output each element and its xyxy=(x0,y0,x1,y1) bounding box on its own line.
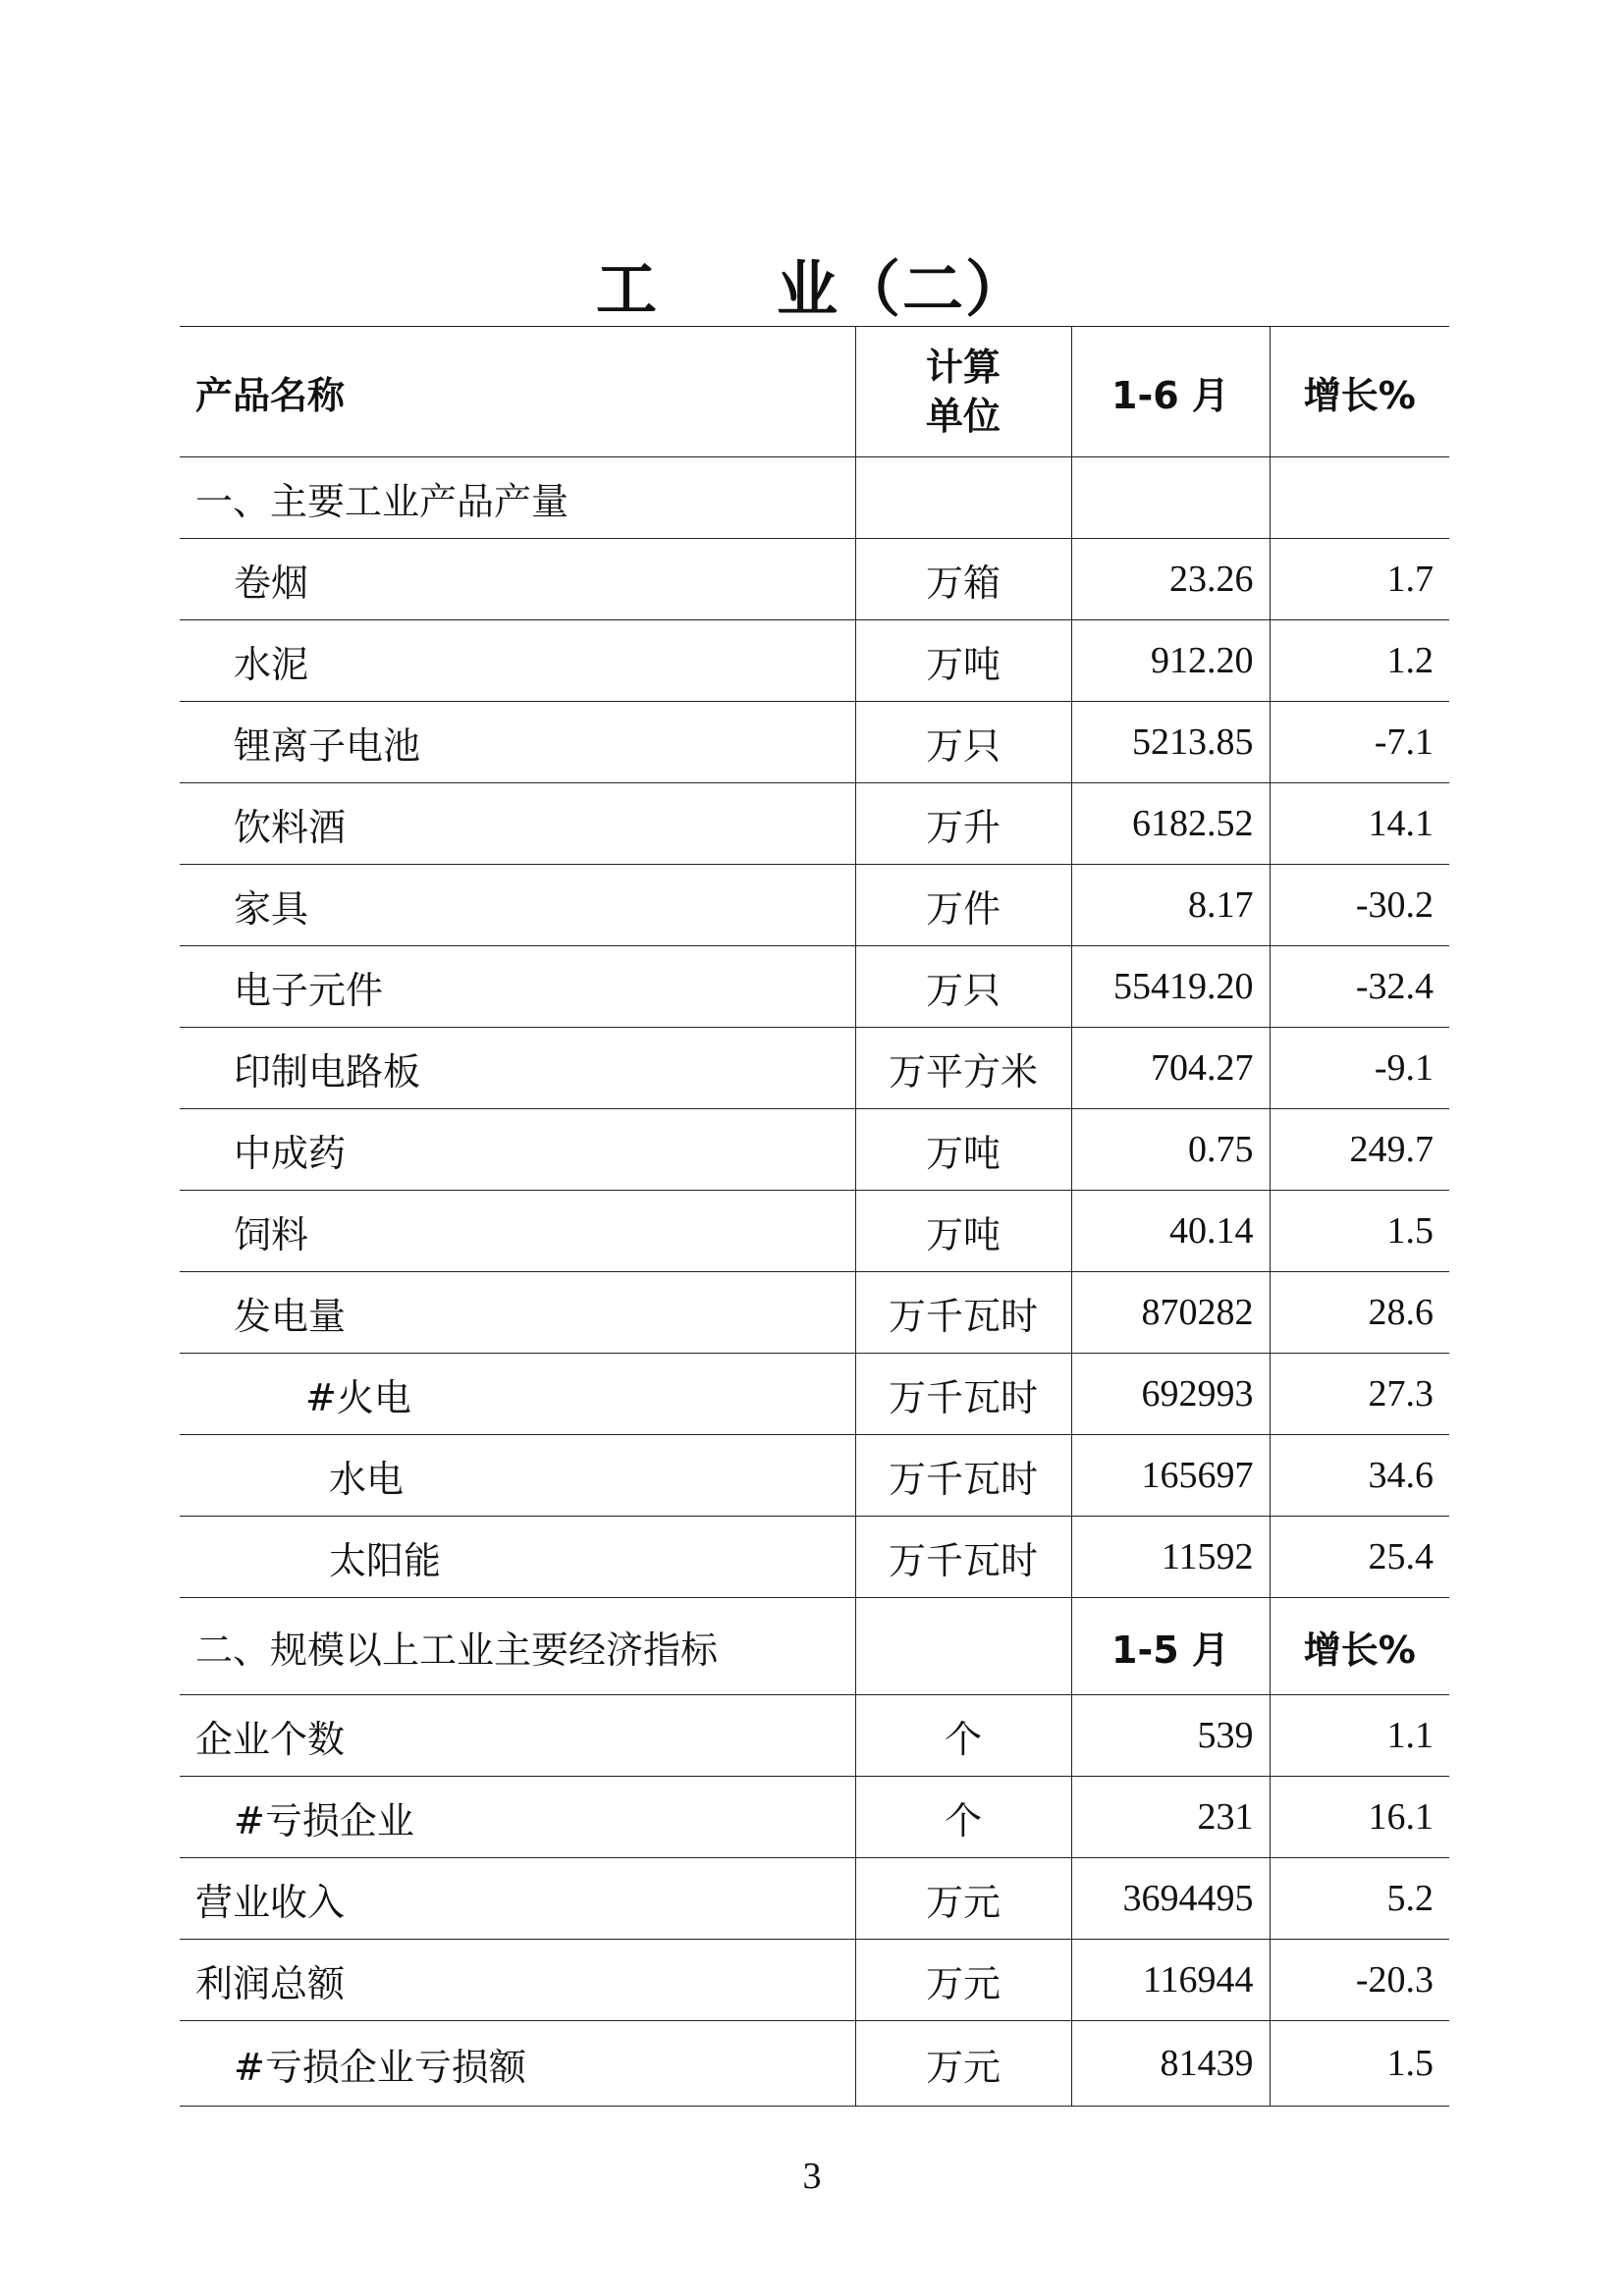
product-name: 中成药 xyxy=(180,1109,855,1191)
product-name: 家具 xyxy=(180,865,855,946)
product-unit: 万箱 xyxy=(855,539,1071,620)
industry-stats-table xyxy=(180,326,1449,2107)
product-value: 165697 xyxy=(1071,1435,1270,1517)
indicator-value: 116944 xyxy=(1071,1940,1270,2021)
product-name: #火电 xyxy=(180,1354,855,1435)
product-name: 饲料 xyxy=(180,1191,855,1272)
indicator-name: #亏损企业 xyxy=(180,1777,855,1858)
product-unit: 万吨 xyxy=(855,620,1071,702)
product-name: 印制电路板 xyxy=(180,1028,855,1109)
section2-period: 1-5 月 xyxy=(1071,1598,1270,1695)
product-growth: 27.3 xyxy=(1270,1354,1449,1435)
product-value: 6182.52 xyxy=(1071,783,1270,865)
product-value: 692993 xyxy=(1071,1354,1270,1435)
product-unit: 万吨 xyxy=(855,1109,1071,1191)
product-growth: -7.1 xyxy=(1270,702,1449,783)
section2-row xyxy=(180,1598,1449,1695)
table-row xyxy=(180,620,1449,702)
product-value: 55419.20 xyxy=(1071,946,1270,1028)
table-row xyxy=(180,1777,1449,1858)
product-unit: 万千瓦时 xyxy=(855,1272,1071,1354)
indicator-unit: 万元 xyxy=(855,1940,1071,2021)
table-row xyxy=(180,783,1449,865)
product-unit: 万平方米 xyxy=(855,1028,1071,1109)
indicator-unit: 个 xyxy=(855,1695,1071,1777)
indicator-value: 539 xyxy=(1071,1695,1270,1777)
product-growth: 34.6 xyxy=(1270,1435,1449,1517)
table-row xyxy=(180,1858,1449,1940)
product-value: 40.14 xyxy=(1071,1191,1270,1272)
header-unit xyxy=(855,327,1071,457)
product-growth: -9.1 xyxy=(1270,1028,1449,1109)
indicator-value: 3694495 xyxy=(1071,1858,1270,1940)
table-row xyxy=(180,1940,1449,2021)
title-left: 工 xyxy=(595,253,659,325)
table-row xyxy=(180,946,1449,1028)
indicator-value: 81439 xyxy=(1071,2021,1270,2107)
product-value: 704.27 xyxy=(1071,1028,1270,1109)
product-unit: 万千瓦时 xyxy=(855,1517,1071,1598)
product-unit: 万千瓦时 xyxy=(855,1435,1071,1517)
indicator-growth: -20.3 xyxy=(1270,1940,1449,2021)
indicator-growth: 5.2 xyxy=(1270,1858,1449,1940)
table-row xyxy=(180,865,1449,946)
product-name: 卷烟 xyxy=(180,539,855,620)
product-name: 发电量 xyxy=(180,1272,855,1354)
product-growth: 1.7 xyxy=(1270,539,1449,620)
product-growth: 14.1 xyxy=(1270,783,1449,865)
section1-row xyxy=(180,457,1449,539)
product-name: 电子元件 xyxy=(180,946,855,1028)
product-unit: 万只 xyxy=(855,702,1071,783)
table-row xyxy=(180,1191,1449,1272)
table-row xyxy=(180,539,1449,620)
product-name: 水泥 xyxy=(180,620,855,702)
product-unit: 万件 xyxy=(855,865,1071,946)
table-row xyxy=(180,2021,1449,2107)
header-unit-line1: 计算 xyxy=(925,346,1001,389)
indicator-growth: 1.5 xyxy=(1270,2021,1449,2107)
page-number: 3 xyxy=(802,2156,822,2197)
product-growth: 28.6 xyxy=(1270,1272,1449,1354)
table-row xyxy=(180,1695,1449,1777)
section2-label: 二、规模以上工业主要经济指标 xyxy=(180,1598,855,1695)
product-name: 水电 xyxy=(180,1435,855,1517)
indicator-name: 利润总额 xyxy=(180,1940,855,2021)
product-growth: 249.7 xyxy=(1270,1109,1449,1191)
indicator-value: 231 xyxy=(1071,1777,1270,1858)
header-product-name: 产品名称 xyxy=(180,327,855,457)
product-value: 8.17 xyxy=(1071,865,1270,946)
indicator-unit: 万元 xyxy=(855,1858,1071,1940)
table-row xyxy=(180,1435,1449,1517)
page-title xyxy=(0,240,1624,328)
table-row xyxy=(180,702,1449,783)
product-unit: 万升 xyxy=(855,783,1071,865)
title-right: 业（二） xyxy=(777,253,1029,325)
table-row xyxy=(180,1354,1449,1435)
table-header-row xyxy=(180,327,1449,457)
indicator-growth: 1.1 xyxy=(1270,1695,1449,1777)
product-name: 锂离子电池 xyxy=(180,702,855,783)
product-unit: 万千瓦时 xyxy=(855,1354,1071,1435)
product-value: 912.20 xyxy=(1071,620,1270,702)
product-unit: 万只 xyxy=(855,946,1071,1028)
product-unit: 万吨 xyxy=(855,1191,1071,1272)
product-value: 870282 xyxy=(1071,1272,1270,1354)
header-growth: 增长% xyxy=(1270,327,1449,457)
product-growth: -32.4 xyxy=(1270,946,1449,1028)
table-row xyxy=(180,1028,1449,1109)
header-unit-line2: 单位 xyxy=(925,395,1001,438)
table-row xyxy=(180,1517,1449,1598)
product-value: 23.26 xyxy=(1071,539,1270,620)
product-name: 太阳能 xyxy=(180,1517,855,1598)
product-growth: -30.2 xyxy=(1270,865,1449,946)
indicator-unit: 万元 xyxy=(855,2021,1071,2107)
product-value: 5213.85 xyxy=(1071,702,1270,783)
product-value: 11592 xyxy=(1071,1517,1270,1598)
product-growth: 1.5 xyxy=(1270,1191,1449,1272)
indicator-name: #亏损企业亏损额 xyxy=(180,2021,855,2107)
product-growth: 25.4 xyxy=(1270,1517,1449,1598)
indicator-growth: 16.1 xyxy=(1270,1777,1449,1858)
header-period: 1-6 月 xyxy=(1071,327,1270,457)
indicator-name: 企业个数 xyxy=(180,1695,855,1777)
indicator-unit: 个 xyxy=(855,1777,1071,1858)
product-name: 饮料酒 xyxy=(180,783,855,865)
section2-growth: 增长% xyxy=(1270,1598,1449,1695)
table-row xyxy=(180,1272,1449,1354)
indicator-name: 营业收入 xyxy=(180,1858,855,1940)
product-growth: 1.2 xyxy=(1270,620,1449,702)
table-row xyxy=(180,1109,1449,1191)
section1-label: 一、主要工业产品产量 xyxy=(180,457,855,539)
product-value: 0.75 xyxy=(1071,1109,1270,1191)
